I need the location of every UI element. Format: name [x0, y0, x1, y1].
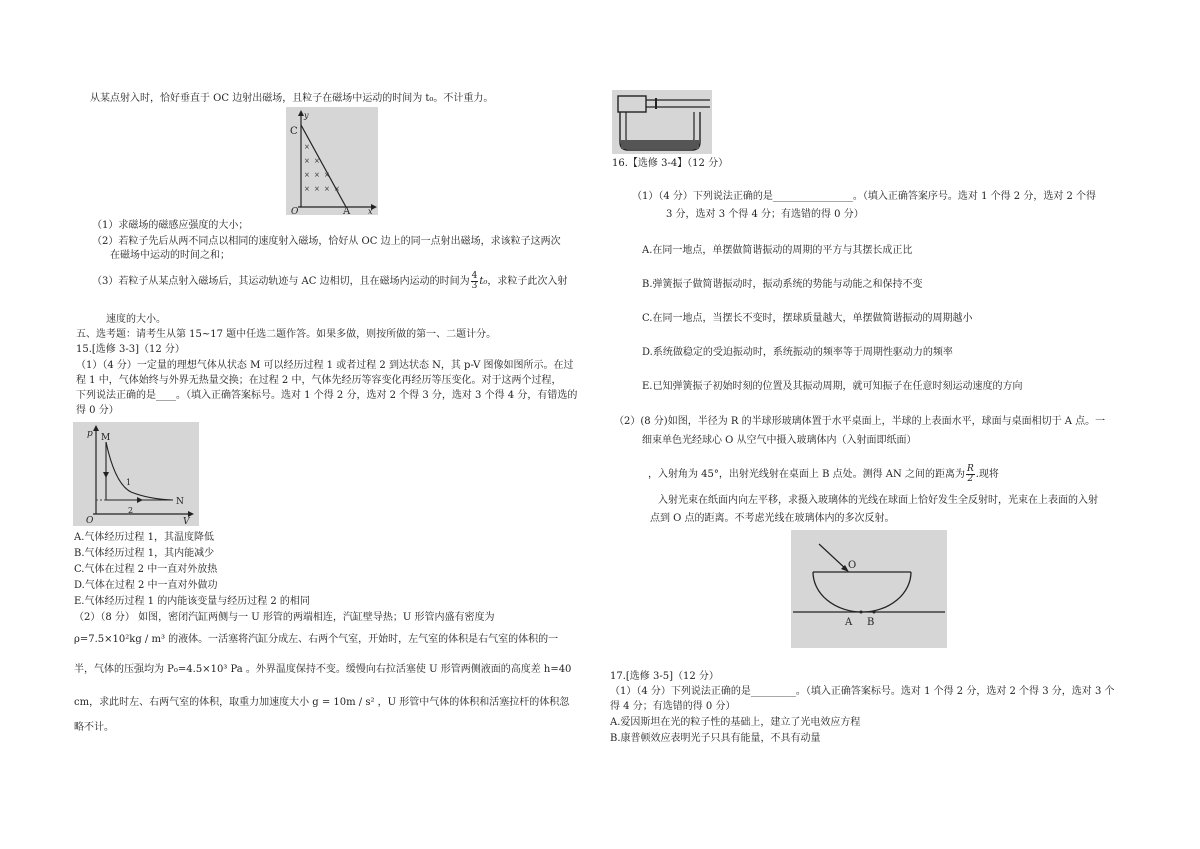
- question-3-text-a: （3）若粒子从某点射入磁场后，其运动轨迹与 AC 边相切，且在磁场内运动的时间为: [92, 276, 470, 287]
- field-mark: ×: [314, 185, 320, 193]
- p16-option-a: A.在同一地点，单摆做简谐振动的周期的平方与其摆长成正比: [642, 245, 913, 256]
- field-mark: ×: [304, 143, 310, 151]
- part-2-line5: 略不计。: [74, 722, 114, 733]
- field-mark: ×: [314, 171, 320, 179]
- fraction-numerator: R: [966, 464, 974, 474]
- intro-text: 从某点射入时，恰好垂直于 OC 边射出磁场，且粒子在磁场中运动的时间为 t₀。不计重力。: [90, 93, 494, 104]
- hemisphere-glass-figure: [791, 530, 947, 648]
- magnetic-field-figure: [286, 107, 378, 215]
- fig4-a-label: A: [845, 617, 853, 628]
- fig4-o-label: O: [848, 560, 857, 571]
- problem-16-title: 16.【选修 3-4】（12 分）: [612, 158, 729, 169]
- fraction-denominator: 2: [967, 474, 974, 484]
- p16-option-b: B.弹簧振子做简谐振动时，振动系统的势能与动能之和保持不变: [642, 279, 923, 290]
- p16-question-2-line4: 入射光束在纸面内向左平移，求摄入玻璃体的光线在球面上恰好发生全反射时，光束在上表面的入射: [658, 495, 1098, 506]
- fig1-a-label: A: [343, 206, 351, 215]
- p17-line2: 得 4 分；有选错的得 0 分）: [610, 701, 736, 712]
- problem-15-line2: 程 1 中，气体始终与外界无热量交换；在过程 2 中，气体先经历等容变化再经历等压变化。对于这两个过程，: [76, 375, 562, 386]
- p16-question-2-line2: 细束单色光经球心 O 从空气中摄入玻璃体内（入射面即纸面）: [642, 435, 917, 446]
- option-d: D.气体在过程 2 中一直对外做功: [74, 580, 218, 591]
- pv-diagram-figure: [73, 422, 199, 526]
- problem-15-line3: 下列说法正确的是____。（填入正确答案标号。选对 1 个得 2 分，选对 2 个得 3 分，选对 3 个得 4 分，有错选的: [76, 390, 578, 401]
- fig4-b-label: B: [867, 617, 875, 628]
- p16-option-c: C.在同一地点，当摆长不变时，摆球质量越大，单摆做简谐振动的周期越小: [642, 313, 973, 324]
- p17-line1: （1）（4 分）下列说法正确的是_________。（填入正确答案标号。选对 1 个得 2 分，选对 2 个得 3 分，选对 3 个: [610, 686, 1115, 697]
- field-mark: ×: [334, 185, 340, 193]
- field-mark: ×: [304, 171, 310, 179]
- question-3-line1: [92, 272, 567, 291]
- p16-question-2-line3: [648, 465, 999, 484]
- part-2-line4: cm，求此时左、右两气室的体积，取重力加速度大小 g = 10m / s² ，U 形管中气体的体积和活塞拉杆的体积忽: [74, 697, 570, 708]
- fraction-denominator: 3: [471, 281, 478, 291]
- fig1-o-label: O: [291, 207, 299, 215]
- p16-option-e: E.已知弹簧振子初始时刻的位置及其振动周期，就可知振子在任意时刻运动速度的方向: [642, 381, 1023, 392]
- field-mark: ×: [324, 171, 330, 179]
- p17-option-b: B.康普顿效应表明光子只具有能量，不具有动量: [610, 733, 821, 744]
- option-b: B.气体经历过程 1，其内能减少: [74, 548, 215, 559]
- problem-17-title: 17.[选修 3-5]（12 分）: [610, 671, 719, 682]
- t0-symbol: t₀: [479, 276, 488, 287]
- option-c: C.气体在过程 2 中一直对外放热: [74, 564, 218, 575]
- fig2-o-label: O: [86, 516, 94, 526]
- field-mark: ×: [314, 157, 320, 165]
- part-2-line1: （2）（8 分） 如图，密闭汽缸两侧与一 U 形管的两端相连，汽缸壁导热；U 形管内盛有密度为: [74, 612, 495, 623]
- question-2-line2: 在磁场中运动的时间之和；: [110, 250, 230, 261]
- p16-q2-text-b: .现将: [975, 469, 999, 480]
- fig1-y-label: y: [304, 111, 309, 120]
- problem-15-title: 15.[选修 3-3]（12 分）: [76, 344, 185, 355]
- field-mark: ×: [324, 185, 330, 193]
- problem-15-line4: 得 0 分）: [76, 405, 119, 416]
- p17-option-a: A.爱因斯坦在光的粒子性的基础上，建立了光电效应方程: [610, 717, 861, 728]
- fig2-m-label: M: [101, 433, 111, 443]
- field-mark: ×: [304, 185, 310, 193]
- fraction-numerator: 4: [471, 271, 478, 281]
- fraction-r-over-2: [966, 465, 975, 484]
- question-1: （1）求磁场的磁感应强度的大小；: [92, 220, 249, 231]
- fig1-c-label: C: [290, 126, 298, 137]
- fig2-process2-label: 2: [128, 506, 134, 515]
- field-mark: ×: [304, 157, 310, 165]
- fig2-v-label: V: [183, 517, 190, 526]
- section-5-heading: 五、选考题：请考生从第 15~17 题中任选二题作答。如果多做，则按所做的第一、二题计分。: [76, 329, 497, 340]
- option-e: E.气体经历过程 1 的内能该变量与经历过程 2 的相同: [74, 596, 310, 607]
- fig1-x-label: x: [368, 207, 373, 215]
- question-2-line1: （2）若粒子先后从两不同点以相同的速度射入磁场，恰好从 OC 边上的同一点射出磁场，求该粒子这两次: [92, 236, 561, 247]
- p16-question-2-line1: （2）(8 分)如图，半径为 R 的半球形玻璃体置于水平桌面上，半球的上表面水平，球面与桌面相切于 A 点。一: [614, 416, 1106, 427]
- question-3-line2: 速度的大小。: [106, 314, 166, 325]
- p16-question-1-line2: 3 分，选对 3 个得 4 分；有选错的得 0 分）: [666, 209, 864, 220]
- p16-option-d: D.系统做稳定的受迫振动时，系统振动的频率等于周期性驱动力的频率: [642, 347, 953, 358]
- p16-question-1-line1: （1）（4 分）下列说法正确的是________________。（填入正确答案序号。选对 1 个得 2 分，选对 2 个得: [632, 191, 1097, 202]
- fraction-four-thirds: [471, 272, 479, 291]
- p16-q2-text-a: ，入射角为 45°，出射光线射在桌面上 B 点处。测得 AN 之间的距离为: [648, 469, 965, 480]
- part-2-line3: 半，气体的压强均为 P₀=4.5×10³ Pa 。外界温度保持不变。缓慢向右拉活塞使 U 形管两侧液面的高度差 h=40: [74, 664, 572, 675]
- p16-question-2-line5: 点到 O 点的距离。不考虑光线在玻璃体内的多次反射。: [650, 513, 895, 524]
- fig2-n-label: N: [176, 497, 184, 507]
- cylinder-u-tube-figure: [612, 90, 712, 154]
- question-3-text-b: ，求粒子此次入射: [487, 276, 568, 287]
- part-2-line2: ρ=7.5×10²kg / m³ 的液体。一活塞将汽缸分成左、右两个气室，开始时，左气室的体积是右气室的体积的一: [74, 634, 559, 645]
- option-a: A.气体经历过程 1，其温度降低: [74, 532, 214, 543]
- problem-15-line1: （1）（4 分）一定量的理想气体从状态 M 可以经历过程 1 或者过程 2 到达状态 N，其 p-V 图像如图所示。在过: [76, 360, 574, 371]
- fig2-p-label: p: [87, 429, 93, 439]
- fig2-process1-label: 1: [126, 478, 132, 487]
